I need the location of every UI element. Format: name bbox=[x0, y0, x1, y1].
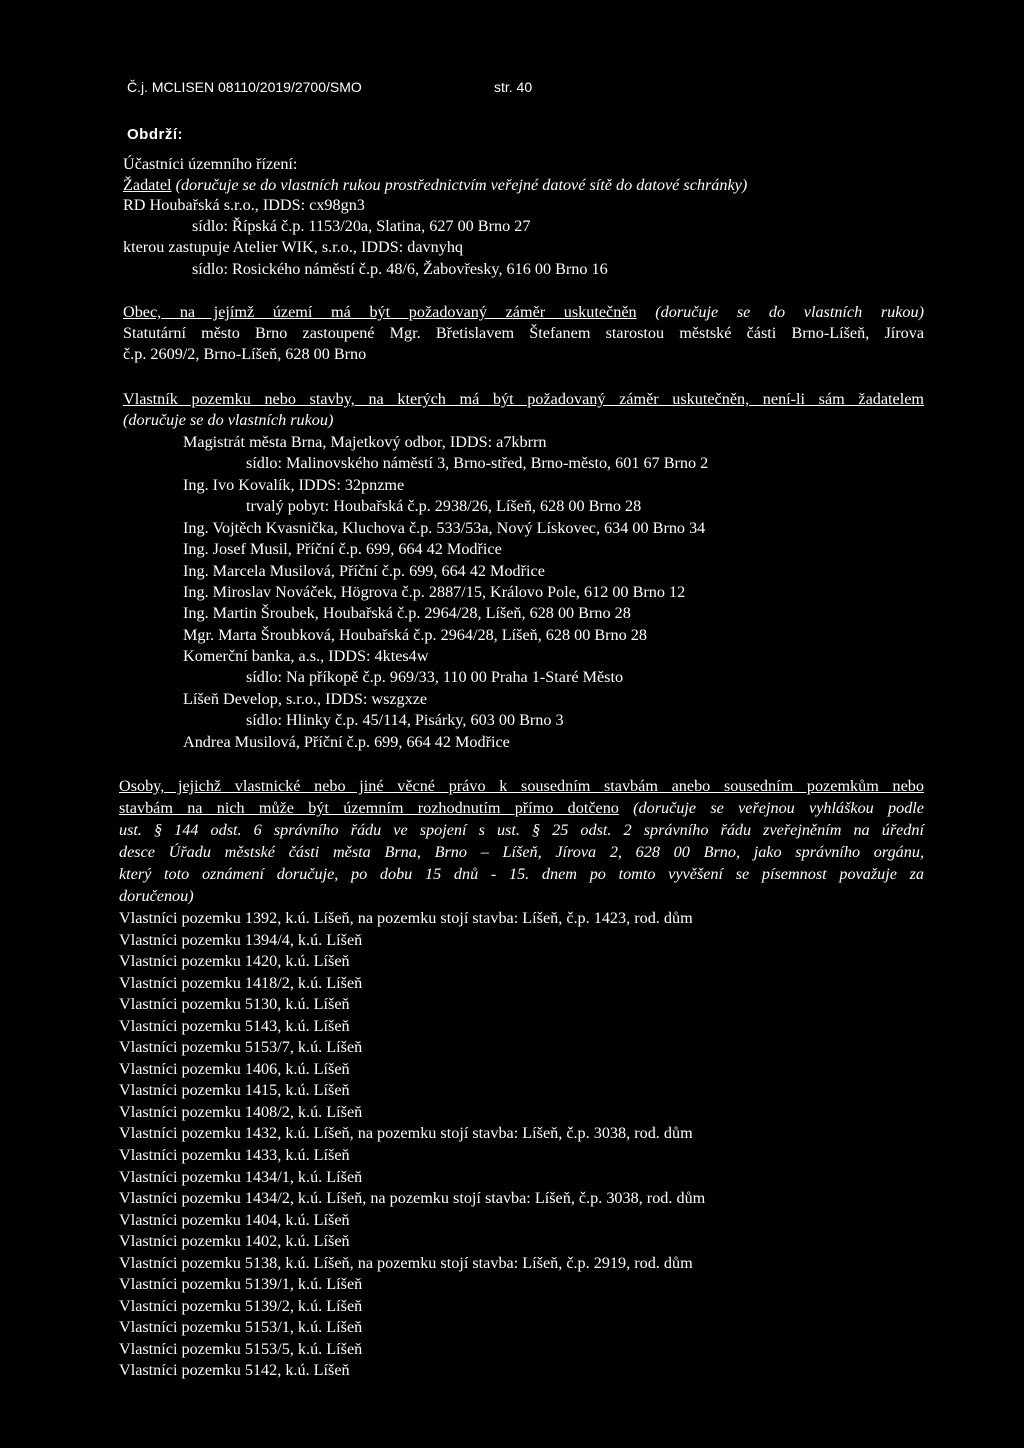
obec-line-2: č.p. 2609/2, Brno-Líšeň, 628 00 Brno bbox=[123, 345, 367, 363]
list-item: Vlastníci pozemku 5139/2, k.ú. Líšeň bbox=[119, 1296, 363, 1315]
owner-line: sídlo: Hlinky č.p. 45/114, Pisárky, 603 00 Brno 3 bbox=[246, 711, 564, 729]
list-item: Vlastníci pozemku 1402, k.ú. Líšeň bbox=[119, 1232, 350, 1251]
owner-line: Komerční banka, a.s., IDDS: 4ktes4w bbox=[183, 647, 429, 665]
osoby-line-2 bbox=[119, 799, 924, 818]
owner-line: Ing. Josef Musil, Příční č.p. 699, 664 42 Modřice bbox=[183, 540, 502, 558]
list-item: Vlastníci pozemku 1394/4, k.ú. Líšeň bbox=[119, 930, 363, 949]
applicant-name: RD Houbařská s.r.o., IDDS: cx98gn3 bbox=[123, 196, 365, 214]
zadatel-line bbox=[123, 176, 747, 195]
list-item: Vlastníci pozemku 1404, k.ú. Líšeň bbox=[119, 1210, 350, 1229]
list-item: Vlastníci pozemku 1406, k.ú. Líšeň bbox=[119, 1059, 350, 1078]
list-item: Vlastníci pozemku 5153/5, k.ú. Líšeň bbox=[119, 1339, 363, 1358]
list-item: Vlastníci pozemku 1432, k.ú. Líšeň, na pozemku stojí stavba: Líšeň, č.p. 3038, rod. dům bbox=[119, 1124, 693, 1143]
owner-line: Andrea Musilová, Příční č.p. 699, 664 42 Modřice bbox=[183, 733, 510, 751]
zadatel-label: Žadatel bbox=[123, 176, 172, 194]
owner-line: trvalý pobyt: Houbařská č.p. 2938/26, Líšeň, 628 00 Brno 28 bbox=[246, 497, 642, 515]
list-item: Vlastníci pozemku 5153/7, k.ú. Líšeň bbox=[119, 1038, 363, 1057]
list-item: Vlastníci pozemku 5130, k.ú. Líšeň bbox=[119, 995, 350, 1014]
osoby-label-1: Osoby, jejichž vlastnické nebo jiné věcné právo k sousedním stavbám anebo sousedním pozemkům nebo bbox=[119, 777, 924, 795]
list-item: Vlastníci pozemku 1433, k.ú. Líšeň bbox=[119, 1146, 350, 1165]
owner-line: Mgr. Marta Šroubková, Houbařská č.p. 2964/28, Líšeň, 628 00 Brno 28 bbox=[183, 626, 647, 644]
vlastnik-label: Vlastník pozemku nebo stavby, na kterých má být požadovaný záměr uskutečněn, není-li sám žadatelem bbox=[123, 390, 924, 408]
owner-line: Magistrát města Brna, Majetkový odbor, IDDS: a7kbrrn bbox=[183, 433, 547, 451]
list-item: Vlastníci pozemku 5138, k.ú. Líšeň, na pozemku stojí stavba: Líšeň, č.p. 2919, rod. dům bbox=[119, 1253, 693, 1272]
zadatel-note: (doručuje se do vlastních rukou prostřednictvím veřejné datové sítě do datové schránky) bbox=[171, 176, 748, 194]
obdrzi-heading: Obdrží: bbox=[127, 126, 183, 143]
list-item: Vlastníci pozemku 1434/2, k.ú. Líšeň, na pozemku stojí stavba: Líšeň, č.p. 3038, rod. dům bbox=[119, 1189, 706, 1208]
osoby-note-2: (doručuje se veřejnou vyhláškou podle bbox=[618, 799, 924, 817]
owner-line: Ing. Miroslav Nováček, Högrova č.p. 2887/15, Královo Pole, 612 00 Brno 12 bbox=[183, 583, 686, 601]
header-ref: Č.j. MCLISEN 08110/2019/2700/SMO bbox=[127, 79, 362, 95]
osoby-note-4: desce Úřadu městské části města Brna, Brno – Líšeň, Jírova 2, 628 00 Brno, jako správního orgánu, bbox=[119, 843, 924, 861]
header-page-number: str. 40 bbox=[494, 79, 533, 95]
list-item: Vlastníci pozemku 5143, k.ú. Líšeň bbox=[119, 1016, 350, 1035]
list-item: Vlastníci pozemku 1408/2, k.ú. Líšeň bbox=[119, 1102, 363, 1121]
list-item: Vlastníci pozemku 5139/1, k.ú. Líšeň bbox=[119, 1275, 363, 1294]
owner-line: sídlo: Na příkopě č.p. 969/33, 110 00 Praha 1-Staré Město bbox=[246, 668, 624, 686]
list-item: Vlastníci pozemku 1415, k.ú. Líšeň bbox=[119, 1081, 350, 1100]
list-item: Vlastníci pozemku 5153/1, k.ú. Líšeň bbox=[119, 1318, 363, 1337]
ucastnici-heading: Účastníci územního řízení: bbox=[123, 155, 298, 173]
representative-address: sídlo: Rosického náměstí č.p. 48/6, Žabovřesky, 616 00 Brno 16 bbox=[192, 260, 608, 278]
osoby-note-5: který toto oznámení doručuje, po dobu 15 dnů - 15. dnem po tomto vyvěšení se písemnost považuje za bbox=[119, 865, 924, 883]
parcel-owners-list bbox=[119, 908, 705, 1382]
obec-note: (doručuje se do vlastních rukou) bbox=[636, 303, 924, 321]
representative-name: kterou zastupuje Atelier WIK, s.r.o., IDDS: davnyhq bbox=[123, 238, 464, 256]
osoby-note-3: ust. § 144 odst. 6 správního řádu ve spojení s ust. § 25 odst. 2 správního řádu zveřejněním na úřední bbox=[119, 821, 924, 839]
obec-line-1: Statutární město Brno zastoupené Mgr. Břetislavem Štefanem starostou městské části Brno-Líšeň, Jírova bbox=[123, 324, 924, 342]
list-item: Vlastníci pozemku 1434/1, k.ú. Líšeň bbox=[119, 1167, 363, 1186]
obec-label: Obec, na jejímž území má být požadovaný záměr uskutečněn bbox=[123, 303, 637, 321]
owner-line: Ing. Martin Šroubek, Houbařská č.p. 2964/28, Líšeň, 628 00 Brno 28 bbox=[183, 604, 631, 622]
owner-line: Líšeň Develop, s.r.o., IDDS: wszgxze bbox=[183, 690, 428, 708]
owner-line: sídlo: Malinovského náměstí 3, Brno-střed, Brno-město, 601 67 Brno 2 bbox=[246, 454, 709, 472]
osoby-note-6: doručenou) bbox=[119, 887, 194, 905]
list-item: Vlastníci pozemku 5142, k.ú. Líšeň bbox=[119, 1361, 350, 1380]
applicant-address: sídlo: Řípská č.p. 1153/20a, Slatina, 627 00 Brno 27 bbox=[192, 217, 531, 235]
osoby-label-2: stavbám na nich může být územním rozhodnutím přímo dotčeno bbox=[119, 799, 619, 817]
owner-line: Ing. Ivo Kovalík, IDDS: 32pnzme bbox=[183, 476, 405, 494]
list-item: Vlastníci pozemku 1418/2, k.ú. Líšeň bbox=[119, 973, 363, 992]
obec-label-line bbox=[123, 303, 924, 322]
list-item: Vlastníci pozemku 1392, k.ú. Líšeň, na pozemku stojí stavba: Líšeň, č.p. 1423, rod. dům bbox=[119, 909, 693, 927]
list-item: Vlastníci pozemku 1420, k.ú. Líšeň bbox=[119, 952, 350, 971]
owner-line: Ing. Vojtěch Kvasnička, Kluchova č.p. 533/53a, Nový Lískovec, 634 00 Brno 34 bbox=[183, 519, 706, 537]
vlastnik-note: (doručuje se do vlastních rukou) bbox=[123, 411, 334, 429]
owner-line: Ing. Marcela Musilová, Příční č.p. 699, 664 42 Modřice bbox=[183, 562, 545, 580]
